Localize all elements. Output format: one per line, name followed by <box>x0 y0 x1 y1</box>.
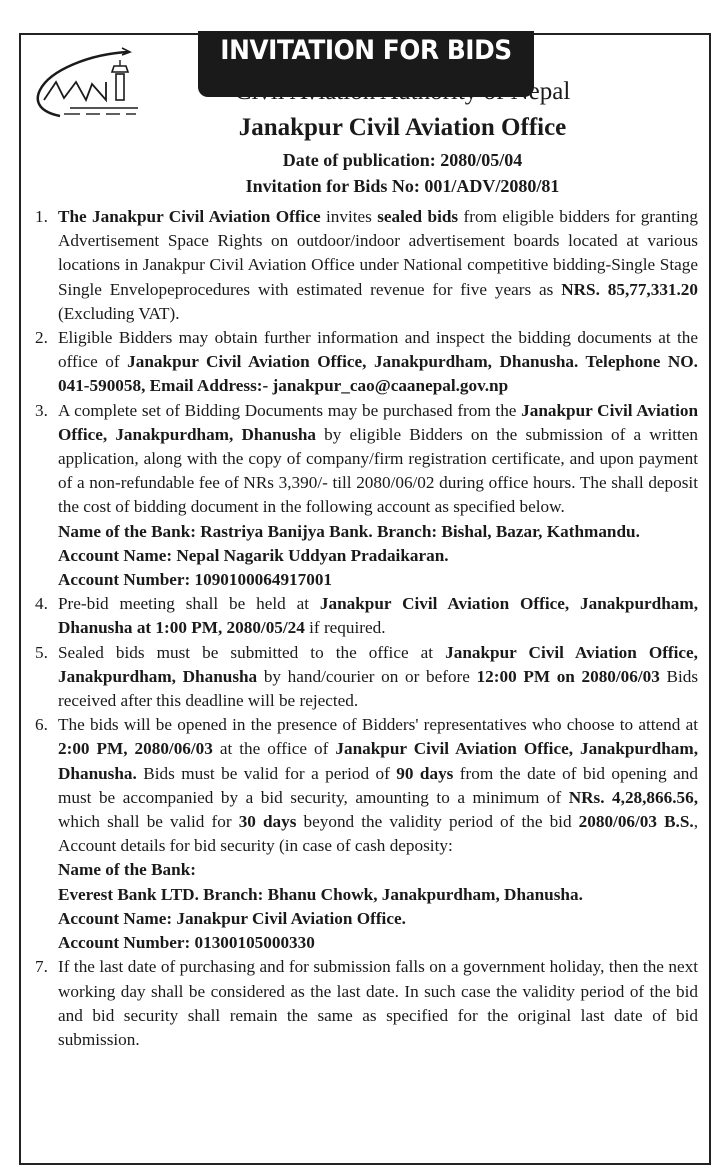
item-text <box>58 643 698 710</box>
item-emphasis: Janakpur Civil Aviation Office, Janakpurdham, Dhanusha. <box>58 739 698 783</box>
item-text <box>58 328 698 395</box>
office-name: Janakpur Civil Aviation Office <box>238 114 567 141</box>
notice-item <box>35 399 699 593</box>
notice-item <box>35 326 698 399</box>
item-number: 5. <box>35 642 48 662</box>
item-text-run: by eligible Bidders on the submission of a written application, along with the copy of company/firm registration certificate, and upon payment of a non-refundable fee of NRs 3,390/- till 2080/06/02 during office hours. The shall deposit the cost of bidding document in the following account as specified below. <box>58 424 698 517</box>
item-text-run: Pre-bid meeting shall be held at <box>58 594 320 614</box>
item-emphasis: NRs. 4,28,866.56, <box>568 787 698 807</box>
notice-item <box>35 205 698 326</box>
item-emphasis: sealed bids <box>377 207 459 226</box>
item-text-run: A complete set of Bidding Documents may be purchased from the <box>58 400 522 420</box>
notice-item <box>35 641 699 714</box>
account-detail-line: Account Number: 1090100064917001 <box>58 570 333 590</box>
item-text-run: If the last date of purchasing and for submission falls on a government holiday, then the next working day shall be considered as the last date. In such case the validity period of the bid and bid security shall remain the same as specified for the original last date of bid submission. <box>58 957 698 1049</box>
account-detail-line: Account Name: Janakpur Civil Aviation Office. <box>58 908 406 928</box>
item-text <box>58 594 698 637</box>
account-detail-line: Account Name: Nepal Nagarik Uddyan Pradaikaran. <box>58 545 449 565</box>
item-number: 3. <box>35 400 48 420</box>
item-emphasis: 90 days <box>396 763 454 783</box>
notice-item <box>35 592 698 640</box>
item-text-run: beyond the validity period of the bid <box>296 812 579 832</box>
item-number: 6. <box>35 715 48 735</box>
item-number: 7. <box>35 957 48 977</box>
item-text-run: Sealed bids must be submitted to the office at <box>58 642 446 662</box>
item-emphasis: Janakpur Civil Aviation Office, Janakpurdham, Dhanusha at 1:00 PM, 2080/05/24 <box>58 594 698 638</box>
item-text-run: Bids must be valid for a period of <box>136 763 397 783</box>
item-text-run: invites <box>320 207 378 226</box>
account-detail-line: Name of the Bank: <box>58 860 196 880</box>
notice-items <box>35 205 699 1052</box>
item-emphasis: Janakpur Civil Aviation Office, Janakpurdham, Dhanusha. Telephone NO. 041-590058, Email Address:- janakpur_cao@caanepal.gov.np <box>58 352 698 396</box>
item-number: 1. <box>35 207 48 226</box>
account-detail-line: Everest Bank LTD. Branch: Bhanu Chowk, Janakpurdham, Dhanusha. <box>58 884 583 904</box>
notice-item <box>35 955 698 1052</box>
item-emphasis: 2:00 PM, 2080/06/03 <box>58 739 213 759</box>
item-text-run: , Account details for bid security (in case of cash deposity: <box>58 812 699 856</box>
item-number: 4. <box>35 594 48 614</box>
item-number: 2. <box>35 328 48 348</box>
item-text-run: (Excluding VAT). <box>58 303 180 323</box>
item-text <box>58 207 698 323</box>
item-text-run: The bids will be opened in the presence of Bidders' representatives who choose to attend at <box>58 715 698 735</box>
bid-number: Invitation for Bids No: 001/ADV/2080/81 <box>245 176 560 196</box>
account-detail-line: Account Number: 01300105000330 <box>58 933 315 953</box>
item-text <box>58 715 698 855</box>
banner-title-text: INVITATION FOR BIDS <box>220 35 512 66</box>
item-text-run: at the office of <box>212 739 336 759</box>
item-emphasis: Janakpur Civil Aviation Office, Janakpurdham, Dhanusha <box>58 642 698 686</box>
organization-name: Civil Aviation Authority of Nepal <box>234 78 571 105</box>
item-text-run: which shall be valid for <box>58 812 239 832</box>
notice-item <box>35 713 699 955</box>
item-text-run: by hand/courier on or before <box>257 666 477 686</box>
item-emphasis: 30 days <box>238 812 297 832</box>
item-emphasis: 12:00 PM on 2080/06/03 <box>476 666 660 686</box>
item-text-run: Bids received after this deadline will be rejected. <box>58 666 699 711</box>
item-emphasis: 2080/06/03 B.S. <box>578 812 694 832</box>
item-text-run: Eligible Bidders may obtain further information and inspect the bidding documents at the office of <box>58 328 698 372</box>
item-emphasis: NRS. 85,77,331.20 <box>561 279 698 299</box>
item-text-run: from eligible bidders for granting Advertisement Space Rights on outdoor/indoor advertisement boards located at various locations in Janakpur Civil Aviation Office under National competitive bidding-Single Stage Single Envelopeprocedures with estimated revenue for five years as <box>58 207 698 299</box>
account-detail-line: Name of the Bank: Rastriya Banijya Bank. Branch: Bishal, Bazar, Kathmandu. <box>58 521 640 541</box>
item-text <box>58 401 698 517</box>
publication-date: Date of publication: 2080/05/04 <box>282 150 523 170</box>
item-emphasis: Janakpur Civil Aviation Office, Janakpurdham, Dhanusha <box>58 400 699 444</box>
item-text-run: if required. <box>304 618 386 638</box>
item-text <box>58 957 698 1049</box>
item-emphasis: The Janakpur Civil Aviation Office <box>58 207 321 226</box>
item-text-run: from the date of bid opening and must be accompanied by a bid security, amounting to a minimum of <box>58 763 698 807</box>
